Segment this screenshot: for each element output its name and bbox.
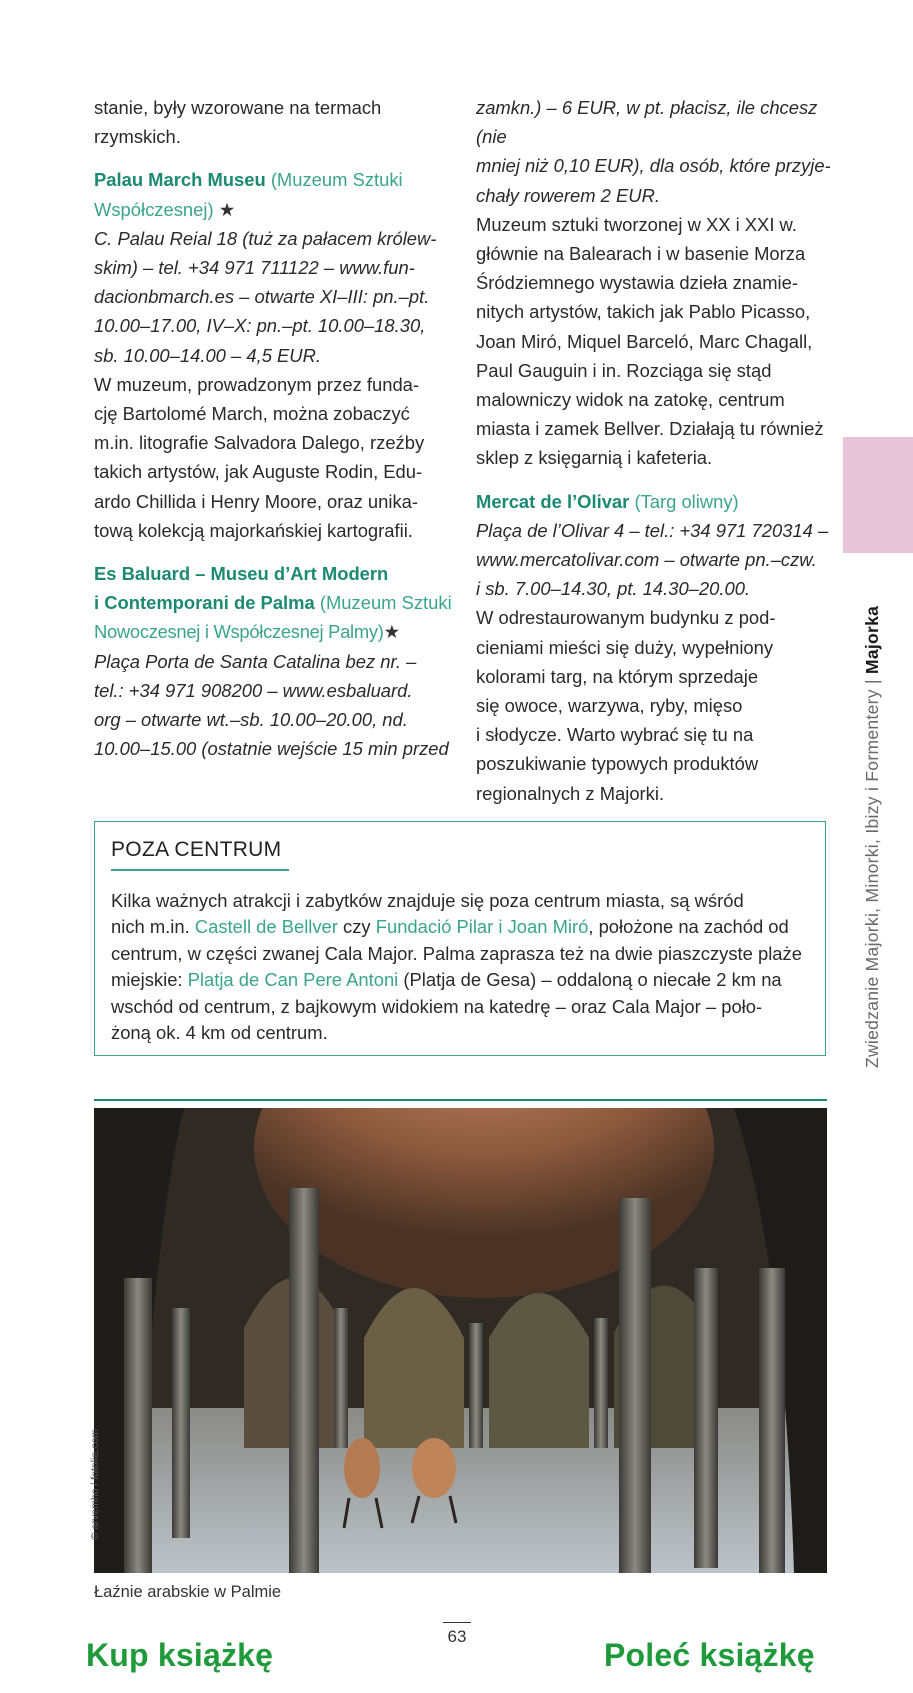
- baluard-info: Plaça Porta de Santa Catalina bez nr. –: [94, 650, 417, 672]
- star-icon: ★: [383, 621, 401, 643]
- palau-info: sb. 10.00–14.00 – 4,5 EUR.: [94, 344, 321, 366]
- palau-name: Palau March Museu: [94, 169, 266, 191]
- link-fundacio-pilar-i-joan-miro[interactable]: Fundació Pilar i Joan Miró: [375, 916, 589, 938]
- palau-info: C. Palau Reial 18 (tuż za pałacem królew-: [94, 227, 437, 249]
- baluard-name: Es Baluard – Museu d’Art Modern: [94, 563, 389, 585]
- baluard-heading-2: [94, 617, 454, 646]
- box-line: Kilka ważnych atrakcji i zabytków znajduje się poza centrum miasta, są wśród: [111, 890, 744, 911]
- photo-credit: © arvemho / fotolia.com: [89, 1428, 101, 1540]
- baluard-subtitle-2: Nowoczesnej i Współczesnej Palmy): [94, 621, 384, 643]
- palau-desc: takich artystów, jak Auguste Rodin, Edu-: [94, 461, 423, 483]
- sidebar-chapter: Zwiedzanie Majorki, Minorki, Ibizy i Formentery: [862, 689, 882, 1068]
- baluard-info: 10.00–15.00 (ostatnie wejście 15 min przed: [94, 738, 449, 760]
- box-text-part: miejskie:: [111, 969, 188, 991]
- mercat-info: www.mercatolivar.com – otwarte pn.–czw.: [476, 549, 817, 571]
- photo-arab-baths: [94, 1108, 827, 1573]
- baluard-desc: Paul Gauguin i in. Rozciąga się stąd: [476, 359, 772, 381]
- buy-book-link[interactable]: Kup książkę: [86, 1637, 274, 1673]
- star-icon: ★: [218, 198, 236, 220]
- box-text-part: , położone na zachód od: [588, 916, 789, 938]
- chapter-tab: [843, 437, 913, 553]
- mercat-heading: [476, 487, 836, 516]
- box-line: [111, 967, 817, 993]
- box-text-part: nich m.in.: [111, 916, 195, 938]
- palau-heading-2: [94, 195, 454, 224]
- mercat-name: Mercat de l’Olivar: [476, 490, 630, 512]
- baluard-desc: miasta i zamek Bellver. Działają tu również: [476, 418, 824, 440]
- box-line: centrum, w części zwanej Cala Major. Palma zaprasza też na dwie piaszczyste plaże: [111, 942, 802, 964]
- baluard-name-2: i Contemporani de Palma: [94, 592, 315, 614]
- palau-desc: tową kolekcją majorkańskiej kartografii.: [94, 519, 413, 541]
- baluard-desc: głównie na Balearach i w basenie Morza: [476, 243, 806, 265]
- box-text-part: czy: [337, 916, 376, 938]
- link-platja-de-can-pere-antoni[interactable]: Platja de Can Pere Antoni: [187, 969, 399, 991]
- chapter-sidebar-text: [862, 606, 883, 1068]
- baluard-info-cont: chały rowerem 2 EUR.: [476, 184, 660, 206]
- mercat-desc: poszukiwanie typowych produktów: [476, 753, 759, 775]
- baluard-info: tel.: +34 971 908200 – www.esbaluard.: [94, 679, 413, 701]
- baluard-desc: Muzeum sztuki tworzonej w XX i XXI w.: [476, 213, 797, 235]
- box-text: [111, 888, 817, 1046]
- sidebar-separator: |: [862, 674, 882, 690]
- palau-heading: [94, 165, 454, 194]
- link-castell-de-bellver[interactable]: Castell de Bellver: [194, 916, 338, 938]
- box-line: wschód od centrum, z bajkowym widokiem na katedrę – oraz Cala Major – poło-: [111, 995, 763, 1017]
- baluard-desc: malowniczy widok na zatokę, centrum: [476, 389, 785, 411]
- sidebar-section: Majorka: [862, 605, 882, 675]
- box-line: żoną ok. 4 km od centrum.: [111, 1022, 328, 1044]
- palau-desc: cję Bartolomé March, można zobaczyć: [94, 403, 410, 425]
- baluard-desc: nitych artystów, takich jak Pablo Picasso,: [476, 301, 811, 323]
- baluard-info-cont: mniej niż 0,10 EUR), dla osób, które przyje-: [476, 155, 831, 177]
- mercat-subtitle: (Targ oliwny): [629, 490, 739, 512]
- arab-baths-illustration: [94, 1108, 827, 1573]
- mercat-desc: regionalnych z Majorki.: [476, 782, 665, 804]
- baluard-desc: Śródziemnego wystawia dzieła znamie-: [476, 272, 798, 294]
- baluard-info-cont: zamkn.) – 6 EUR, w pt. płacisz, ile chcesz (nie: [476, 97, 818, 148]
- text-line: stanie, były wzorowane na termach: [94, 97, 382, 118]
- palau-info: skim) – tel. +34 971 711122 – www.fun-: [94, 257, 415, 279]
- mercat-info: Plaça de l’Olivar 4 – tel.: +34 971 720314 –: [476, 519, 829, 541]
- palau-subtitle: (Muzeum Sztuki: [265, 169, 403, 191]
- left-column: [94, 93, 454, 763]
- palau-subtitle-2: Współczesnej): [94, 198, 219, 220]
- photo-top-rule: [94, 1099, 827, 1101]
- page-number: 63: [443, 1622, 471, 1647]
- baluard-desc: sklep z księgarnią i kafeteria.: [476, 447, 713, 469]
- photo-caption: Łaźnie arabskie w Palmie: [94, 1583, 282, 1601]
- baluard-info: org – otwarte wt.–sb. 10.00–20.00, nd.: [94, 709, 408, 731]
- palau-desc: W muzeum, prowadzonym przez funda-: [94, 373, 420, 395]
- text-line: rzymskich.: [94, 126, 181, 148]
- box-title-underline: [111, 869, 289, 871]
- baluard-desc: Joan Miró, Miquel Barceló, Marc Chagall,: [476, 330, 813, 352]
- mercat-desc: się owoce, warzywa, ryby, mięso: [476, 695, 743, 717]
- palau-info: dacionbmarch.es – otwarte XI–III: pn.–pt.: [94, 286, 430, 308]
- mercat-desc: kolorami targ, na którym sprzedaje: [476, 665, 759, 687]
- box-title: POZA CENTRUM: [111, 838, 282, 861]
- recommend-book-link[interactable]: Poleć książkę: [604, 1637, 815, 1673]
- mercat-desc: cieniami mieści się duży, wypełniony: [476, 636, 774, 658]
- mercat-desc: W odrestaurowanym budynku z pod-: [476, 607, 776, 629]
- palau-info: 10.00–17.00, IV–X: pn.–pt. 10.00–18.30,: [94, 315, 426, 337]
- right-column: [476, 93, 836, 808]
- palau-desc: ardo Chillida i Henry Moore, oraz unika-: [94, 490, 419, 512]
- baluard-heading: [94, 588, 454, 617]
- palau-desc: m.in. litografie Salvadora Dalego, rzeźby: [94, 432, 425, 454]
- box-text-part: (Platja de Gesa) – oddaloną o niecałe 2 km na: [398, 969, 782, 991]
- poza-centrum-box: [94, 821, 826, 1056]
- mercat-desc: i słodycze. Warto wybrać się tu na: [476, 724, 754, 746]
- box-line: [111, 914, 817, 940]
- baluard-subtitle: (Muzeum Sztuki: [314, 592, 452, 614]
- mercat-info: i sb. 7.00–14.30, pt. 14.30–20.00.: [476, 578, 751, 600]
